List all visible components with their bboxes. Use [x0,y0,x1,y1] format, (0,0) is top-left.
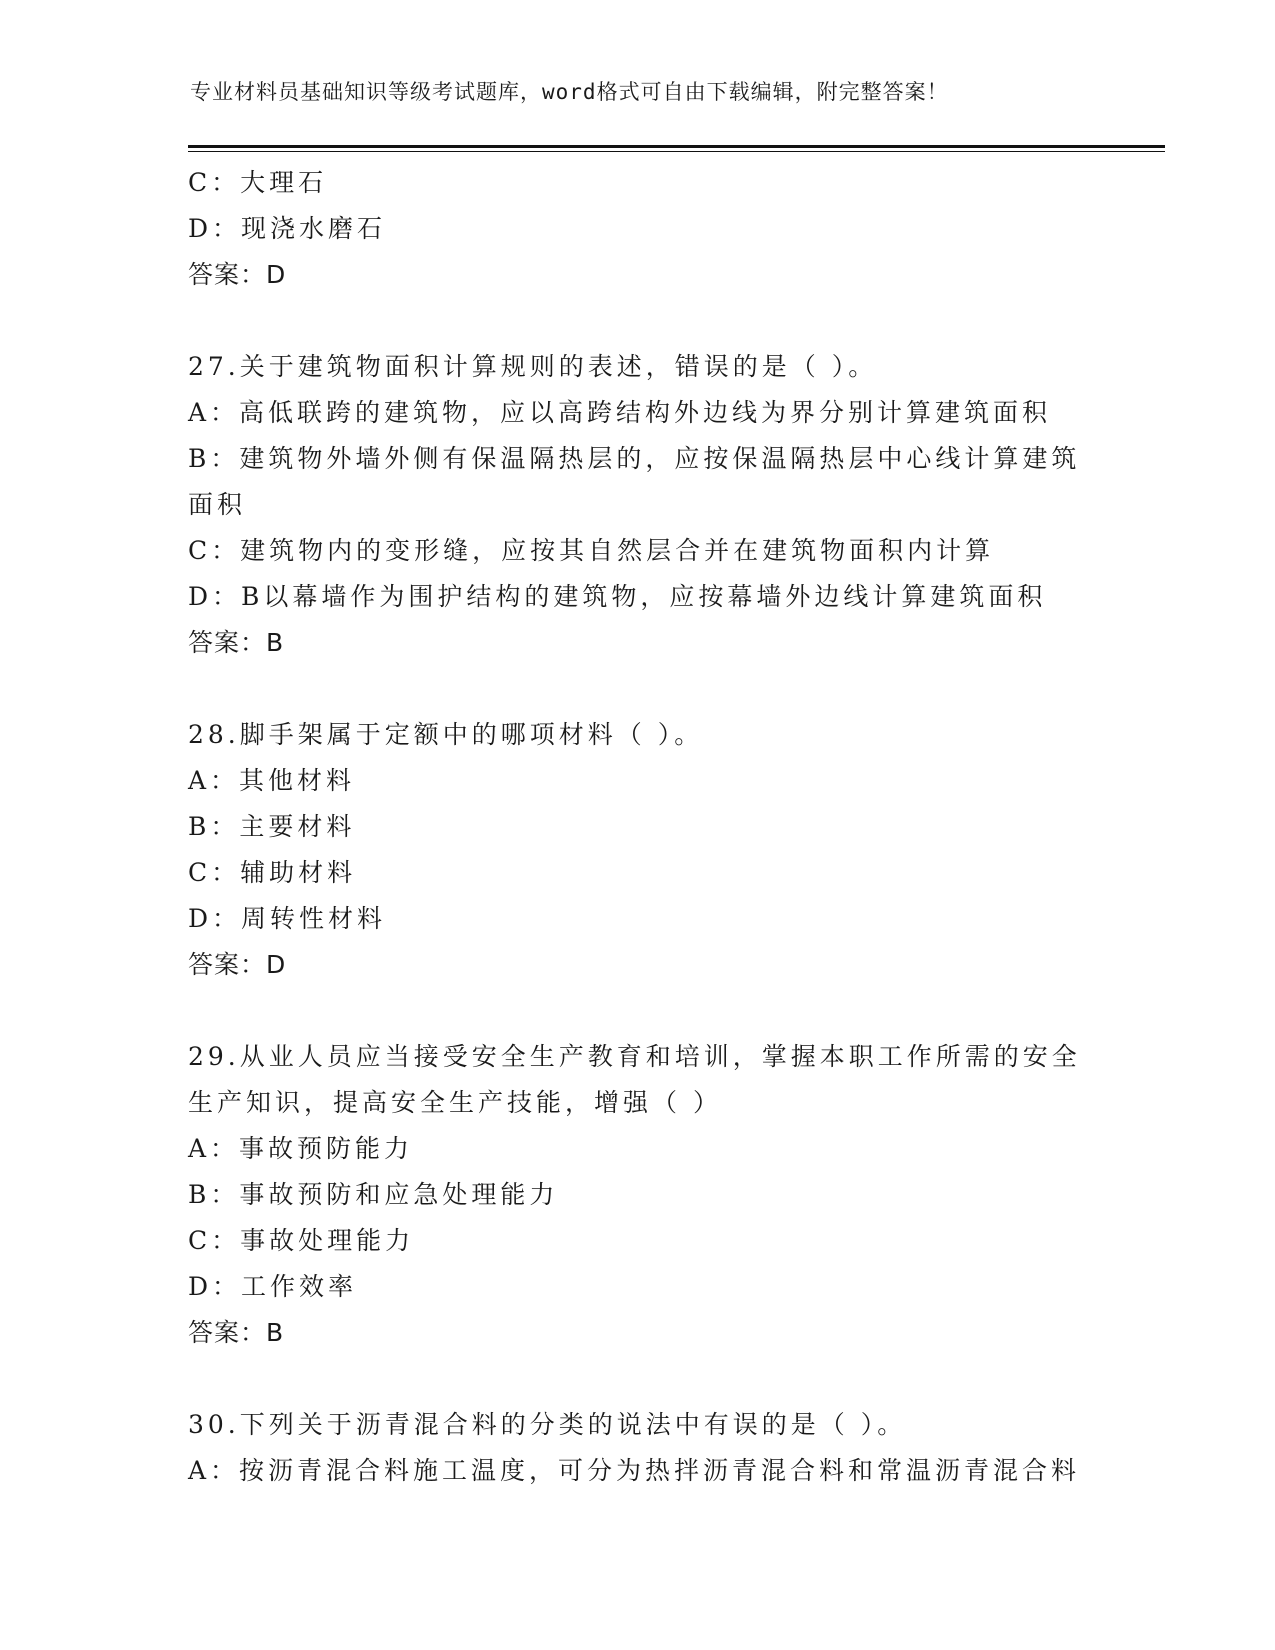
option-line: B：建筑物外墙外侧有保温隔热层的，应按保温隔热层中心线计算建筑 [188,444,1081,473]
answer-line: 答案：D [188,950,287,979]
question-stem-continued: 生产知识，提高安全生产技能，增强（ ） [188,1088,722,1117]
answer-line: 答案：B [188,1318,285,1347]
option-line: B：主要材料 [188,812,356,841]
page-header: 专业材料员基础知识等级考试题库，word格式可自由下载编辑，附完整答案！ [190,80,949,104]
option-line-continued: 面积 [188,490,247,519]
answer-line: 答案：D [188,260,287,289]
option-line: A：按沥青混合料施工温度，可分为热拌沥青混合料和常温沥青混合料 [188,1456,1081,1485]
option-line: A：其他材料 [188,766,356,795]
question-stem: 27.关于建筑物面积计算规则的表述，错误的是（ ）。 [188,352,878,381]
spacer [188,1356,1088,1402]
spacer [188,298,1088,344]
question-stem: 29.从业人员应当接受安全生产教育和培训，掌握本职工作所需的安全 [188,1042,1081,1071]
question-stem: 30.下列关于沥青混合料的分类的说法中有误的是（ ）。 [188,1410,907,1439]
option-line: A：高低联跨的建筑物，应以高跨结构外边线为界分别计算建筑面积 [188,398,1052,427]
option-line: D：工作效率 [188,1272,358,1301]
question-stem: 28.脚手架属于定额中的哪项材料（ ）。 [188,720,704,749]
option-line: A：事故预防能力 [188,1134,414,1163]
header-divider-thin [188,151,1165,152]
option-line: C：辅助材料 [188,858,357,887]
option-line: C：事故处理能力 [188,1226,415,1255]
spacer [188,666,1088,712]
option-line: C：建筑物内的变形缝，应按其自然层合并在建筑物面积内计算 [188,536,995,565]
option-line: C：大理石 [188,168,328,197]
answer-line: 答案：B [188,628,285,657]
option-line: D：现浇水磨石 [188,214,387,243]
header-divider-thick [188,145,1165,148]
question-list [188,160,1088,1494]
option-line: D：周转性材料 [188,904,387,933]
spacer [188,988,1088,1034]
option-line: B：事故预防和应急处理能力 [188,1180,559,1209]
option-line: D：B以幕墙作为围护结构的建筑物，应按幕墙外边线计算建筑面积 [188,582,1047,611]
